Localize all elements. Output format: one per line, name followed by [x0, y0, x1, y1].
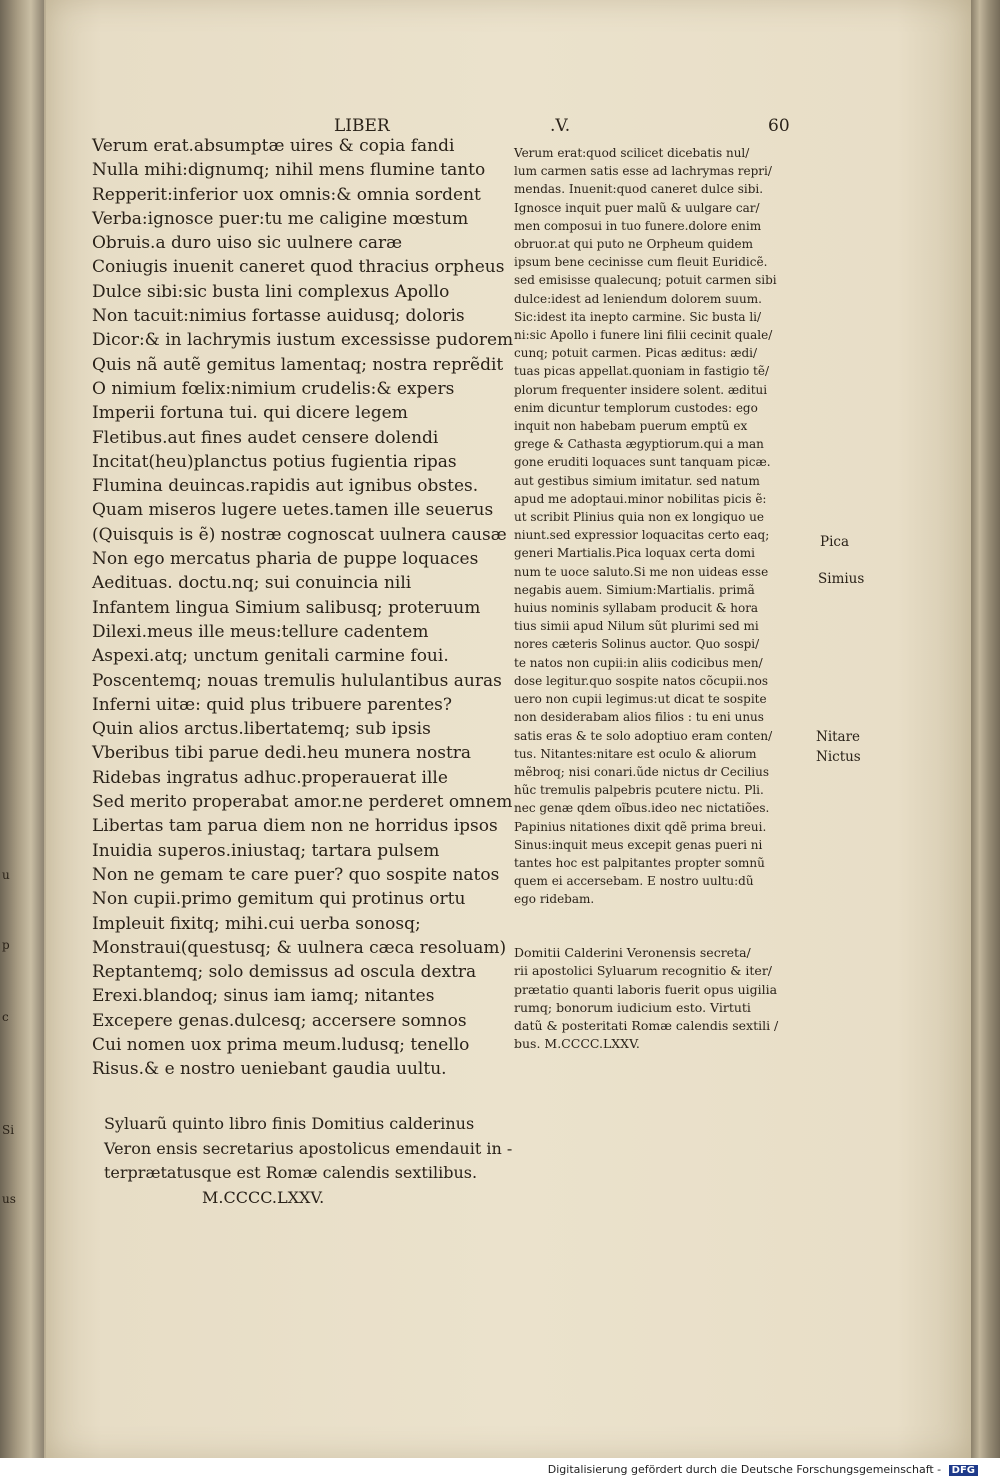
commentary-line: generi Martialis.Pica loquax certa domi — [514, 546, 755, 561]
explicit-line: M.CCCC.LXXV. — [202, 1187, 325, 1207]
commentary-line: nec genæ qdem oĩbus.ideo nec nictatiões. — [514, 801, 770, 816]
facing-page-fragment: u — [2, 868, 10, 882]
commentary-line: negabis auem. Simium:Martialis. primã — [514, 582, 755, 597]
commentary-line: uero non cupii legimus:ut dicat te sospite — [514, 692, 767, 707]
running-title: LIBER — [334, 116, 390, 136]
verse-line: Fletibus.aut fines audet censere dolendi — [92, 427, 439, 448]
verse-line: Risus.& e nostro ueniebant gaudia uultu. — [92, 1059, 447, 1080]
colophon — [514, 944, 814, 1054]
verse-line: Ridebas ingratus adhuc.properauerat ille — [92, 767, 448, 788]
commentary-line: ipsum bene cecinisse cum fleuit Euridicẽ. — [514, 255, 768, 270]
facing-page-fragment: c — [2, 1010, 9, 1024]
margin-note: Nictus — [816, 749, 861, 765]
verse-line: Verba:ignosce puer:tu me caligine mœstum — [92, 208, 469, 229]
verse-line: Aedituas. doctu.nq; sui conuincia nili — [92, 573, 412, 594]
verse-line: (Quisquis is ẽ) nostræ cognoscat uulnera causæ — [92, 524, 507, 545]
commentary-line: lum carmen satis esse ad lachrymas repri/ — [514, 164, 772, 179]
verse-line: Nulla mihi:dignumq; nihil mens flumine tanto — [92, 160, 486, 181]
commentary-line: non desiderabam alios filios : tu eni unus — [514, 710, 764, 725]
commentary-line: mendas. Inuenit:quod caneret dulce sibi. — [514, 182, 764, 197]
margin-note: Simius — [818, 571, 865, 587]
verse-line: Cui nomen uox prima meum.ludusq; tenello — [92, 1034, 470, 1055]
verse-line: Infantem lingua Simium salibusq; proteruum — [92, 597, 481, 618]
commentary-line: nores cæteris Solinus auctor. Quo sospi/ — [514, 637, 760, 652]
colophon-line: rumq; bonorum iudicium esto. Virtuti — [514, 999, 751, 1015]
verse-line: Non cupii.primo gemitum qui protinus ortu — [92, 889, 466, 910]
dfg-logo: DFG — [949, 1465, 978, 1476]
commentary-line: obruor.at qui puto ne Orpheum quidem — [514, 237, 754, 252]
commentary-line: Sic:idest ita inepto carmine. Sic busta li/ — [514, 309, 762, 324]
commentary-line: plorum frequenter insidere solent. æditui — [514, 382, 768, 397]
commentary-line: men composui in tuo funere.dolore enim — [514, 218, 762, 233]
verse-line: Excepere genas.dulcesq; accersere somnos — [92, 1010, 467, 1031]
verse-line: Imperii fortuna tui. qui dicere legem — [92, 403, 408, 424]
commentary-line: sed emisisse qualecunq; potuit carmen sibi — [514, 273, 777, 288]
commentary-line: tantes hoc est palpitantes propter somnũ — [514, 855, 765, 870]
explicit-line: Veron ensis secretarius apostolicus emendauit in - — [104, 1138, 513, 1158]
margin-note: Nitare — [816, 729, 861, 745]
verse-line: O nimium fœlix:nimium crudelis:& expers — [92, 378, 455, 399]
verse-line: Verum erat.absumptæ uires & copia fandi — [92, 136, 455, 156]
colophon-line: bus. M.CCCC.LXXV. — [514, 1036, 640, 1052]
colophon-line: rii apostolici Syluarum recognitio & iter/ — [514, 963, 773, 979]
verse-line: Dilexi.meus ille meus:tellure cadentem — [92, 621, 429, 642]
verse-line: Obruis.a duro uiso sic uulnere caræ — [92, 233, 403, 254]
verse-line: Monstraui(questusq; & uulnera cæca resoluam) — [92, 937, 507, 958]
verse-line: Quam miseros lugere uetes.tamen ille seuerus — [92, 500, 494, 521]
verse-line: Vberibus tibi parue dedi.heu munera nostra — [92, 743, 472, 764]
commentary-line: Sinus:inquit meus excepit genas pueri ni — [514, 837, 763, 852]
verse-line: Non tacuit:nimius fortasse auidusq; doloris — [92, 306, 465, 327]
verse-line: Aspexi.atq; unctum genitali carmine foui. — [92, 646, 449, 667]
verse-line: Quis nã autẽ gemitus lamentaq; nostra reprẽdit — [92, 354, 504, 375]
verse-line: Incitat(heu)planctus potius fugientia ripas — [92, 451, 457, 472]
verse-line: Reptantemq; solo demissus ad oscula dextra — [92, 962, 477, 983]
commentary-line: inquit non habebam puerum emptũ ex — [514, 419, 748, 434]
book-edge — [971, 0, 1000, 1458]
explicit-line: terprætatusque est Romæ calendis sextilibus. — [104, 1163, 478, 1182]
explicit-block — [104, 1112, 524, 1210]
commentary-line: satis eras & te solo adoptiuo eram conten/ — [514, 728, 773, 743]
commentary-line: aut gestibus simium imitatur. sed natum — [514, 473, 760, 488]
commentary-column — [514, 144, 814, 909]
verse-line: Non ne gemam te care puer? quo sospite natos — [92, 864, 500, 885]
commentary-line: ut scribit Plinius quia non ex longiquo ue — [514, 510, 764, 525]
facing-page-edge — [0, 0, 44, 1470]
verse-line: Non ego mercatus pharia de puppe loquaces — [92, 549, 479, 570]
explicit-line: Syluarũ quinto libro finis Domitius calderinus — [104, 1114, 475, 1133]
verse-line: Dulce sibi:sic busta lini complexus Apollo — [92, 281, 450, 302]
margin-note: Pica — [820, 534, 850, 550]
commentary-line: niunt.sed expressior loquacitas certo eaq; — [514, 528, 770, 543]
verse-line: Erexi.blandoq; sinus iam iamq; nitantes — [92, 986, 435, 1007]
commentary-line: gone eruditi loquaces sunt tanquam picæ. — [514, 455, 771, 470]
commentary-line: Papinius nitationes dixit qdẽ prima breui. — [514, 819, 767, 834]
commentary-line: num te uoce saluto.Si me non uideas esse — [514, 564, 769, 579]
commentary-line: te natos non cupii:in aliis codicibus men/ — [514, 655, 763, 670]
commentary-line: apud me adoptaui.minor nobilitas picis ẽ: — [514, 491, 767, 506]
verse-line: Libertas tam parua diem non ne horridus ipsos — [92, 816, 498, 837]
commentary-line: hũc tremulis palpebris pcutere nictu. Pli. — [514, 783, 764, 798]
colophon-line: datũ & posteritati Romæ calendis sextili / — [514, 1018, 779, 1034]
colophon-line: prætatio quanti laboris fuerit opus uigilia — [514, 981, 778, 997]
commentary-line: grege & Cathasta ægyptiorum.qui a man — [514, 437, 764, 452]
book-number: .V. — [550, 116, 571, 136]
facing-page-fragment: Si — [2, 1123, 15, 1137]
colophon-line: Domitii Calderini Veronensis secreta/ — [514, 945, 751, 960]
commentary-line: dose legitur.quo sospite natos cõcupii.nos — [514, 673, 769, 688]
verse-line: Inferni uitæ: quid plus tribuere parentes? — [92, 694, 452, 715]
commentary-line: tuas picas appellat.quoniam in fastigio tẽ/ — [514, 364, 769, 379]
commentary-line: ni:sic Apollo i funere lini filii cecinit quale/ — [514, 328, 773, 343]
commentary-line: mẽbroq; nisi conari.ũde nictus dr Cecilius — [514, 764, 770, 779]
commentary-line: tus. Nitantes:nitare est oculo & aliorum — [514, 746, 757, 761]
verse-line: Impleuit fixitq; mihi.cui uerba sonosq; — [92, 913, 421, 934]
footer-credit — [548, 1463, 978, 1476]
commentary-line: enim dicuntur templorum custodes: ego — [514, 400, 758, 415]
commentary-line: huius nominis syllabam producit & hora — [514, 601, 759, 616]
verse-line: Repperit:inferior uox omnis:& omnia sordent — [92, 184, 481, 205]
commentary-line: dulce:idest ad leniendum dolorem suum. — [514, 291, 762, 306]
commentary-line: Verum erat:quod scilicet dicebatis nul/ — [514, 146, 750, 160]
verse-line: Coniugis inuenit caneret quod thracius orpheus — [92, 257, 505, 278]
verse-column — [92, 134, 522, 1082]
commentary-line: quem ei accersebam. E nostro uultu:dũ — [514, 874, 754, 889]
verse-line: Quin alios arctus.libertatemq; sub ipsis — [92, 719, 431, 740]
verse-line: Poscentemq; nouas tremulis hululantibus auras — [92, 670, 502, 691]
commentary-line: ego ridebam. — [514, 892, 595, 907]
verse-line: Sed merito properabat amor.ne perderet omnem — [92, 792, 513, 813]
commentary-line: Ignosce inquit puer malũ & uulgare car/ — [514, 200, 760, 215]
verse-line: Flumina deuincas.rapidis aut ignibus obstes. — [92, 476, 479, 497]
verse-line: Inuidia superos.iniustaq; tartara pulsem — [92, 840, 440, 861]
commentary-line: tius simii apud Nilum sũt plurimi sed mi — [514, 619, 759, 634]
footer-credit-text: Digitalisierung gefördert durch die Deutsche Forschungsgemeinschaft - — [547, 1463, 942, 1476]
facing-page-fragment: us — [2, 1192, 16, 1206]
folio-number: 60 — [768, 116, 790, 136]
commentary-line: cunq; potuit carmen. Picas æditus: ædi/ — [514, 346, 758, 361]
facing-page-fragment: p — [2, 938, 10, 952]
verse-line: Dicor:& in lachrymis iustum excessisse pudorem — [92, 330, 514, 351]
